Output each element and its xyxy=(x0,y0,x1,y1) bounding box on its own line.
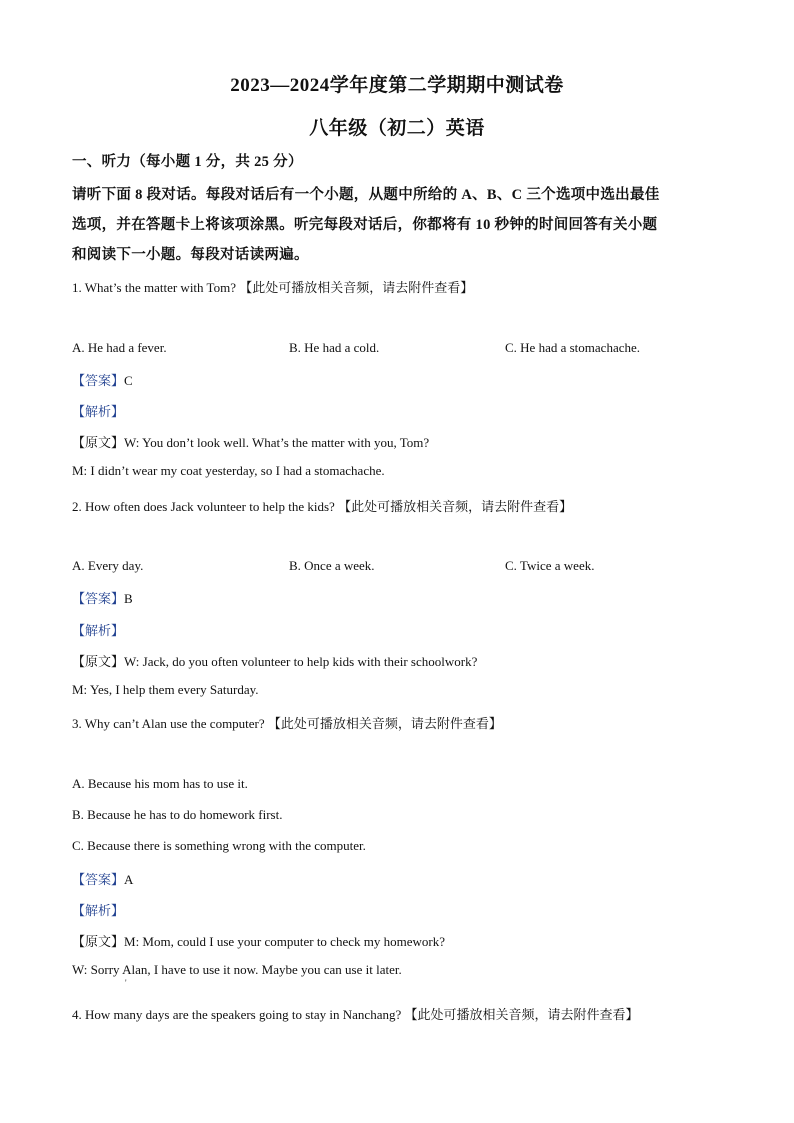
exam-subtitle: 八年级（初二）英语 xyxy=(309,118,485,139)
answer-value: C xyxy=(124,373,133,388)
answer-value: A xyxy=(124,872,134,887)
answer-value: B xyxy=(124,591,133,606)
question-1-original xyxy=(72,432,429,451)
question-3-reply: W: Sorry Alan, I have to use it now. Maybe you can use it later. xyxy=(72,962,402,977)
original-label: 【原文】 xyxy=(72,654,125,669)
original-text: W: You don’t look well. What’s the matter with you, Tom? xyxy=(124,435,430,450)
instruction-line-3: 和阅读下一小题。每段对话读两遍。 xyxy=(72,247,309,263)
question-3-answer xyxy=(72,869,133,888)
question-3-option-c: C. Because there is something wrong with the computer. xyxy=(72,838,366,853)
analysis-label: 【解析】 xyxy=(72,623,125,638)
stray-comma-mark: ' xyxy=(125,978,127,988)
question-3-analysis xyxy=(72,900,124,919)
question-4-stem: 4. How many days are the speakers going to stay in Nanchang? 【此处可播放相关音频，请去附件查看】 xyxy=(72,1007,639,1022)
question-1-analysis xyxy=(72,401,124,420)
question-2-answer xyxy=(72,588,133,607)
analysis-label: 【解析】 xyxy=(72,404,125,419)
question-2-original xyxy=(72,651,477,670)
question-2-option-b: B. Once a week. xyxy=(289,558,375,573)
original-text: M: Mom, could I use your computer to check my homework? xyxy=(124,934,445,949)
instruction-line-2: 选项，并在答题卡上将该项涂黑。听完每段对话后，你都将有 10 秒钟的时间回答有关小题 xyxy=(72,217,658,233)
question-2-option-c: C. Twice a week. xyxy=(505,558,595,573)
question-3-option-a: A. Because his mom has to use it. xyxy=(72,776,248,791)
question-1-reply: M: I didn’t wear my coat yesterday, so I had a stomachache. xyxy=(72,463,385,478)
question-1-option-c: C. He had a stomachache. xyxy=(505,340,641,355)
answer-label: 【答案】 xyxy=(72,872,125,887)
answer-label: 【答案】 xyxy=(72,373,125,388)
question-3-original xyxy=(72,931,445,950)
original-label: 【原文】 xyxy=(72,934,125,949)
section-heading: 一、听力（每小题 1 分，共 25 分） xyxy=(72,154,303,170)
question-1-answer xyxy=(72,370,133,389)
question-3-stem: 3. Why can’t Alan use the computer? 【此处可播放相关音频，请去附件查看】 xyxy=(72,716,502,731)
instruction-line-1: 请听下面 8 段对话。每段对话后有一个小题，从题中所给的 A、B、C 三个选项中选出最佳 xyxy=(72,187,660,203)
analysis-label: 【解析】 xyxy=(72,903,125,918)
question-2-reply: M: Yes, I help them every Saturday. xyxy=(72,682,259,697)
question-2-analysis xyxy=(72,620,124,639)
question-1-stem: 1. What’s the matter with Tom? 【此处可播放相关音频，请去附件查看】 xyxy=(72,280,474,295)
exam-title: 2023—2024学年度第二学期期中测试卷 xyxy=(230,75,564,96)
question-3-option-b: B. Because he has to do homework first. xyxy=(72,807,283,822)
question-1-option-a: A. He had a fever. xyxy=(72,340,167,355)
question-1-option-b: B. He had a cold. xyxy=(289,340,380,355)
original-text: W: Jack, do you often volunteer to help kids with their schoolwork? xyxy=(124,654,478,669)
original-label: 【原文】 xyxy=(72,435,125,450)
question-2-option-a: A. Every day. xyxy=(72,558,144,573)
question-2-stem: 2. How often does Jack volunteer to help the kids? 【此处可播放相关音频，请去附件查看】 xyxy=(72,499,573,514)
answer-label: 【答案】 xyxy=(72,591,125,606)
